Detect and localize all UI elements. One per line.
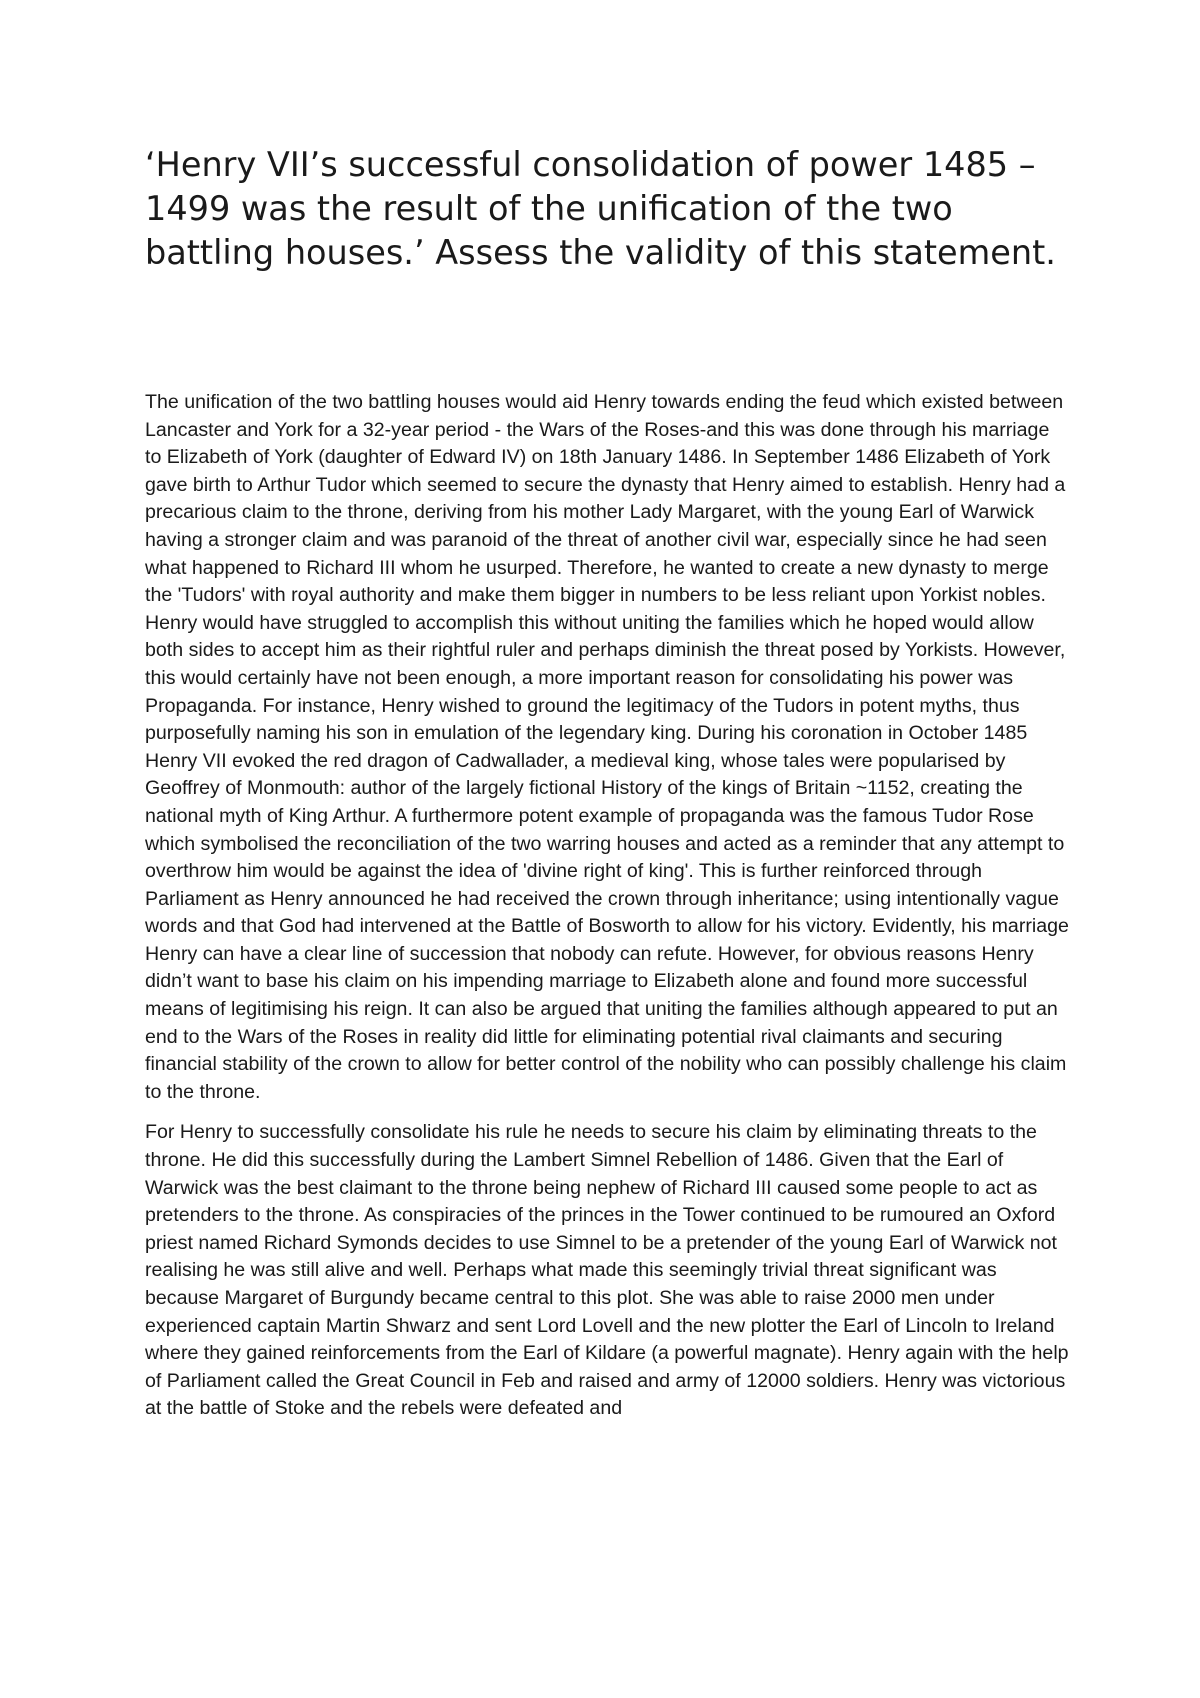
- paragraph-1: The unification of the two battling houses would aid Henry towards ending the feud which existed between Lancaster and York for a 32-year period - the Wars of the Roses-and this was done through his marriage to Elizabeth of York (daughter of Edward IV) on 18th January 1486. In September 1486 Elizabeth of York gave birth to Arthur Tudor which seemed to secure the dynasty that Henry aimed to establish. Henry had a precarious claim to the throne, deriving from his mother Lady Margaret, with the young Earl of Warwick having a stronger claim and was paranoid of the threat of another civil war, especially since he had seen what happened to Richard III whom he usurped. Therefore, he wanted to create a new dynasty to merge the 'Tudors' with royal authority and make them bigger in numbers to be less reliant upon Yorkist nobles. Henry would have struggled to accomplish this without uniting the families which he hoped would allow both sides to accept him as their rightful ruler and perhaps diminish the threat posed by Yorkists. However, this would certainly have not been enough, a more important reason for consolidating his power was Propaganda. For instance, Henry wished to ground the legitimacy of the Tudors in potent myths, thus purposefully naming his son in emulation of the legendary king. During his coronation in October 1485 Henry VII evoked the red dragon of Cadwallader, a medieval king, whose tales were popularised by Geoffrey of Monmouth: author of the largely fictional History of the kings of Britain ~1152, creating the national myth of King Arthur. A furthermore potent example of propaganda was the famous Tudor Rose which symbolised the reconciliation of the two warring houses and acted as a reminder that any attempt to overthrow him would be against the idea of 'divine right of king'. This is further reinforced through Parliament as Henry announced he had received the crown through inheritance; using intentionally vague words and that God had intervened at the Battle of Bosworth to allow for his victory. Evidently, his marriage Henry can have a clear line of succession that nobody can refute. However, for obvious reasons Henry didn’t want to base his claim on his impending marriage to Elizabeth alone and found more successful means of legitimising his reign. It can also be argued that uniting the families although appeared to put an end to the Wars of the Roses in reality did little for eliminating potential rival claimants and securing financial stability of the crown to allow for better control of the nobility who can possibly challenge his claim to the throne.: [145, 391, 1069, 1103]
- essay-title: ‘Henry VII’s successful consolidation of power 1485 – 1499 was the result of the unification of the two battling houses.’ Assess the validity of this statement.: [145, 145, 1056, 272]
- paragraph-2: For Henry to successfully consolidate his rule he needs to secure his claim by eliminating threats to the throne. He did this successfully during the Lambert Simnel Rebellion of 1486. Given that the Earl of Warwick was the best claimant to the throne being nephew of Richard III caused some people to act as pretenders to the throne. As conspiracies of the princes in the Tower continued to be rumoured an Oxford priest named Richard Symonds decides to use Simnel to be a pretender of the young Earl of Warwick not realising he was still alive and well. Perhaps what made this seemingly trivial threat significant was because Margaret of Burgundy became central to this plot. She was able to raise 2000 men under experienced captain Martin Shwarz and sent Lord Lovell and the new plotter the Earl of Lincoln to Ireland where they gained reinforcements from the Earl of Kildare (a powerful magnate). Henry again with the help of Parliament called the Great Council in Feb and raised and army of 12000 soldiers. Henry was victorious at the battle of Stoke and the rebels were defeated and: [145, 1121, 1069, 1420]
- essay-body: [145, 389, 1070, 1436]
